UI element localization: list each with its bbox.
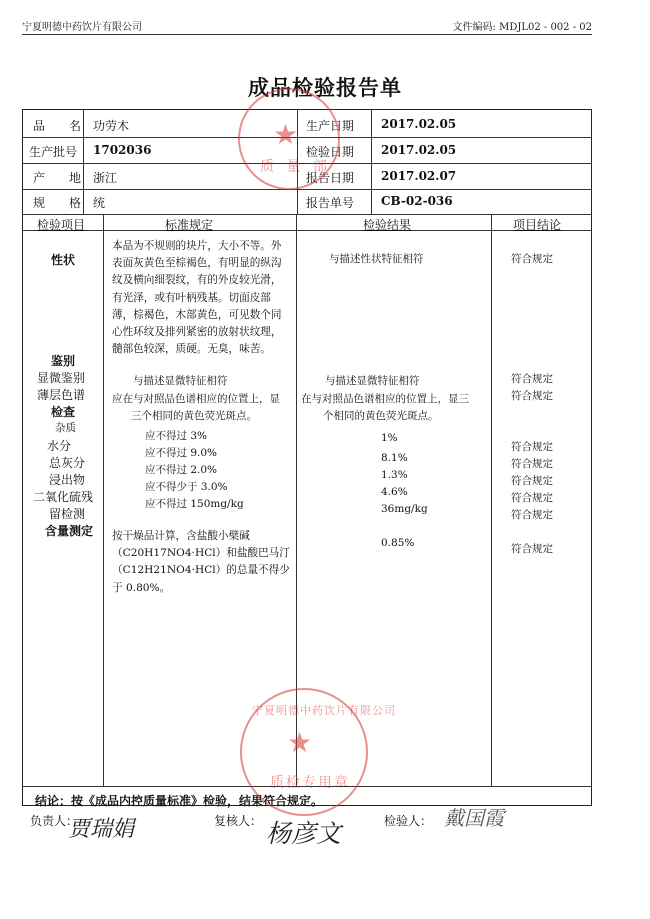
item-label: 检查 xyxy=(51,405,76,419)
item-label: 二氧化硫残 xyxy=(33,490,94,504)
info-label: 检验日期 xyxy=(306,145,355,159)
col-divider xyxy=(371,110,372,214)
column-header: 标准规定 xyxy=(165,218,214,232)
column-header: 项目结论 xyxy=(513,218,562,232)
result-text: 与描述显微特征相符 xyxy=(325,375,420,387)
row-divider xyxy=(23,189,591,190)
conclusion-text: 符合规定 xyxy=(511,253,553,265)
row-divider xyxy=(23,230,591,231)
inspector-signature: 戴国霞 xyxy=(444,806,504,830)
result-value: 4.6% xyxy=(381,486,408,498)
conclusion-text: 符合规定 xyxy=(511,543,553,555)
item-label: 留检测 xyxy=(49,507,86,521)
col-divider xyxy=(491,214,492,786)
standard-text: 应不得过 9.0% xyxy=(145,447,218,459)
item-label: 杂质 xyxy=(55,422,76,434)
result-value: 1.3% xyxy=(381,469,408,481)
info-value: 功劳木 xyxy=(93,119,130,133)
responsible-label: 负责人： xyxy=(30,814,79,828)
standard-text: 应在与对照品色谱相应的位置上，显 xyxy=(112,393,280,405)
item-label: 性状 xyxy=(51,253,76,267)
item-label: 含量测定 xyxy=(45,524,94,538)
conclusion-text: 符合规定 xyxy=(511,492,553,504)
stamp-star-icon: ★ xyxy=(273,118,299,151)
reviewer-signature: 杨彦文 xyxy=(266,819,342,848)
item-label: 水分 xyxy=(47,439,72,453)
conclusion-text: 符合规定 xyxy=(511,458,553,470)
info-value: 2017.02.07 xyxy=(381,169,457,183)
final-conclusion: 结论：按《成品内控质量标准》检验，结果符合规定。 xyxy=(35,794,324,808)
info-label: 生产批号 xyxy=(29,145,78,159)
conclusion-text: 符合规定 xyxy=(511,390,553,402)
responsible-signature: 贾瑞娟 xyxy=(68,817,135,842)
info-label: 规 格 xyxy=(33,196,82,210)
standard-text: 应不得过 2.0% xyxy=(145,464,218,476)
standard-text: 三个相同的黄色荧光斑点。 xyxy=(131,410,257,422)
item-label: 显微鉴别 xyxy=(37,371,86,385)
stamp-arc-text: 宁夏明德中药饮片有限公司 xyxy=(252,704,396,717)
info-label: 品 名 xyxy=(33,119,82,133)
result-value: 36mg/kg xyxy=(381,503,428,515)
result-text: 与描述性状特征相符 xyxy=(329,253,424,265)
header-divider xyxy=(22,34,592,35)
item-label: 总灰分 xyxy=(49,456,86,470)
standard-description: 本品为不规则的块片，大小不等。外表面灰黄色至棕褐色，有明显的纵沟纹及横向细裂纹，有的外皮较光滑，有光泽，或有叶柄残基。切面皮部薄，棕褐色，木部黄色，可见数个同心性环纹及排列紧密的放射状纹理，髓部色较深，质硬。无臭，味苦。 xyxy=(112,240,282,356)
reviewer-label: 复核人： xyxy=(214,814,263,828)
result-value: 8.1% xyxy=(381,452,408,464)
result-text: 在与对照品色谱相应的位置上，显三 xyxy=(301,393,469,405)
standard-text: 与描述显微特征相符 xyxy=(133,375,228,387)
standard-text: 应不得过 150mg/kg xyxy=(145,498,244,510)
document-number: 文件编码: MDJL02 - 002 - 02 xyxy=(452,22,592,33)
info-value: 浙江 xyxy=(93,171,118,185)
item-label: 浸出物 xyxy=(49,473,86,487)
inspector-label: 检验人： xyxy=(384,814,433,828)
standard-description: 按干燥品计算，含盐酸小檗碱（C20H17NO4·HCl）和盐酸巴马汀（C12H21NO4·HCl）的总量不得少于 0.80%。 xyxy=(112,530,290,594)
col-divider xyxy=(103,214,104,786)
page-title: 成品检验报告单 xyxy=(248,75,402,100)
stamp-text: 质 量 部 xyxy=(260,159,331,175)
quality-dept-stamp xyxy=(238,88,340,190)
standard-text: 应不得少于 3.0% xyxy=(145,481,228,493)
info-value: 2017.02.05 xyxy=(381,143,457,157)
column-header: 检验结果 xyxy=(363,218,412,232)
col-divider xyxy=(83,110,84,214)
conclusion-text: 符合规定 xyxy=(511,441,553,453)
result-value: 1% xyxy=(381,432,398,444)
result-text: 个相同的黄色荧光斑点。 xyxy=(323,410,439,422)
item-label: 鉴别 xyxy=(51,354,76,368)
info-label: 生产日期 xyxy=(306,119,355,133)
stamp-star-icon: ★ xyxy=(287,726,313,759)
conclusion-text: 符合规定 xyxy=(511,475,553,487)
item-label: 薄层色谱 xyxy=(37,388,86,402)
info-value: 2017.02.05 xyxy=(381,117,457,131)
company-header: 宁夏明德中药饮片有限公司 xyxy=(22,22,142,33)
info-label: 产 地 xyxy=(33,171,82,185)
qc-seal-stamp xyxy=(240,688,396,816)
info-label: 报告单号 xyxy=(306,196,355,210)
conclusion-text: 符合规定 xyxy=(511,509,553,521)
conclusion-text: 符合规定 xyxy=(511,373,553,385)
standard-text: 应不得过 3% xyxy=(145,430,207,442)
stamp-text: 质检专用章 xyxy=(270,775,350,791)
info-value: 1702036 xyxy=(93,143,152,157)
row-divider xyxy=(23,214,591,215)
info-value: CB-02-036 xyxy=(381,194,453,208)
result-value: 0.85% xyxy=(381,537,415,549)
info-value: 统 xyxy=(93,196,106,210)
column-header: 检验项目 xyxy=(37,218,86,232)
info-label: 报告日期 xyxy=(306,171,355,185)
